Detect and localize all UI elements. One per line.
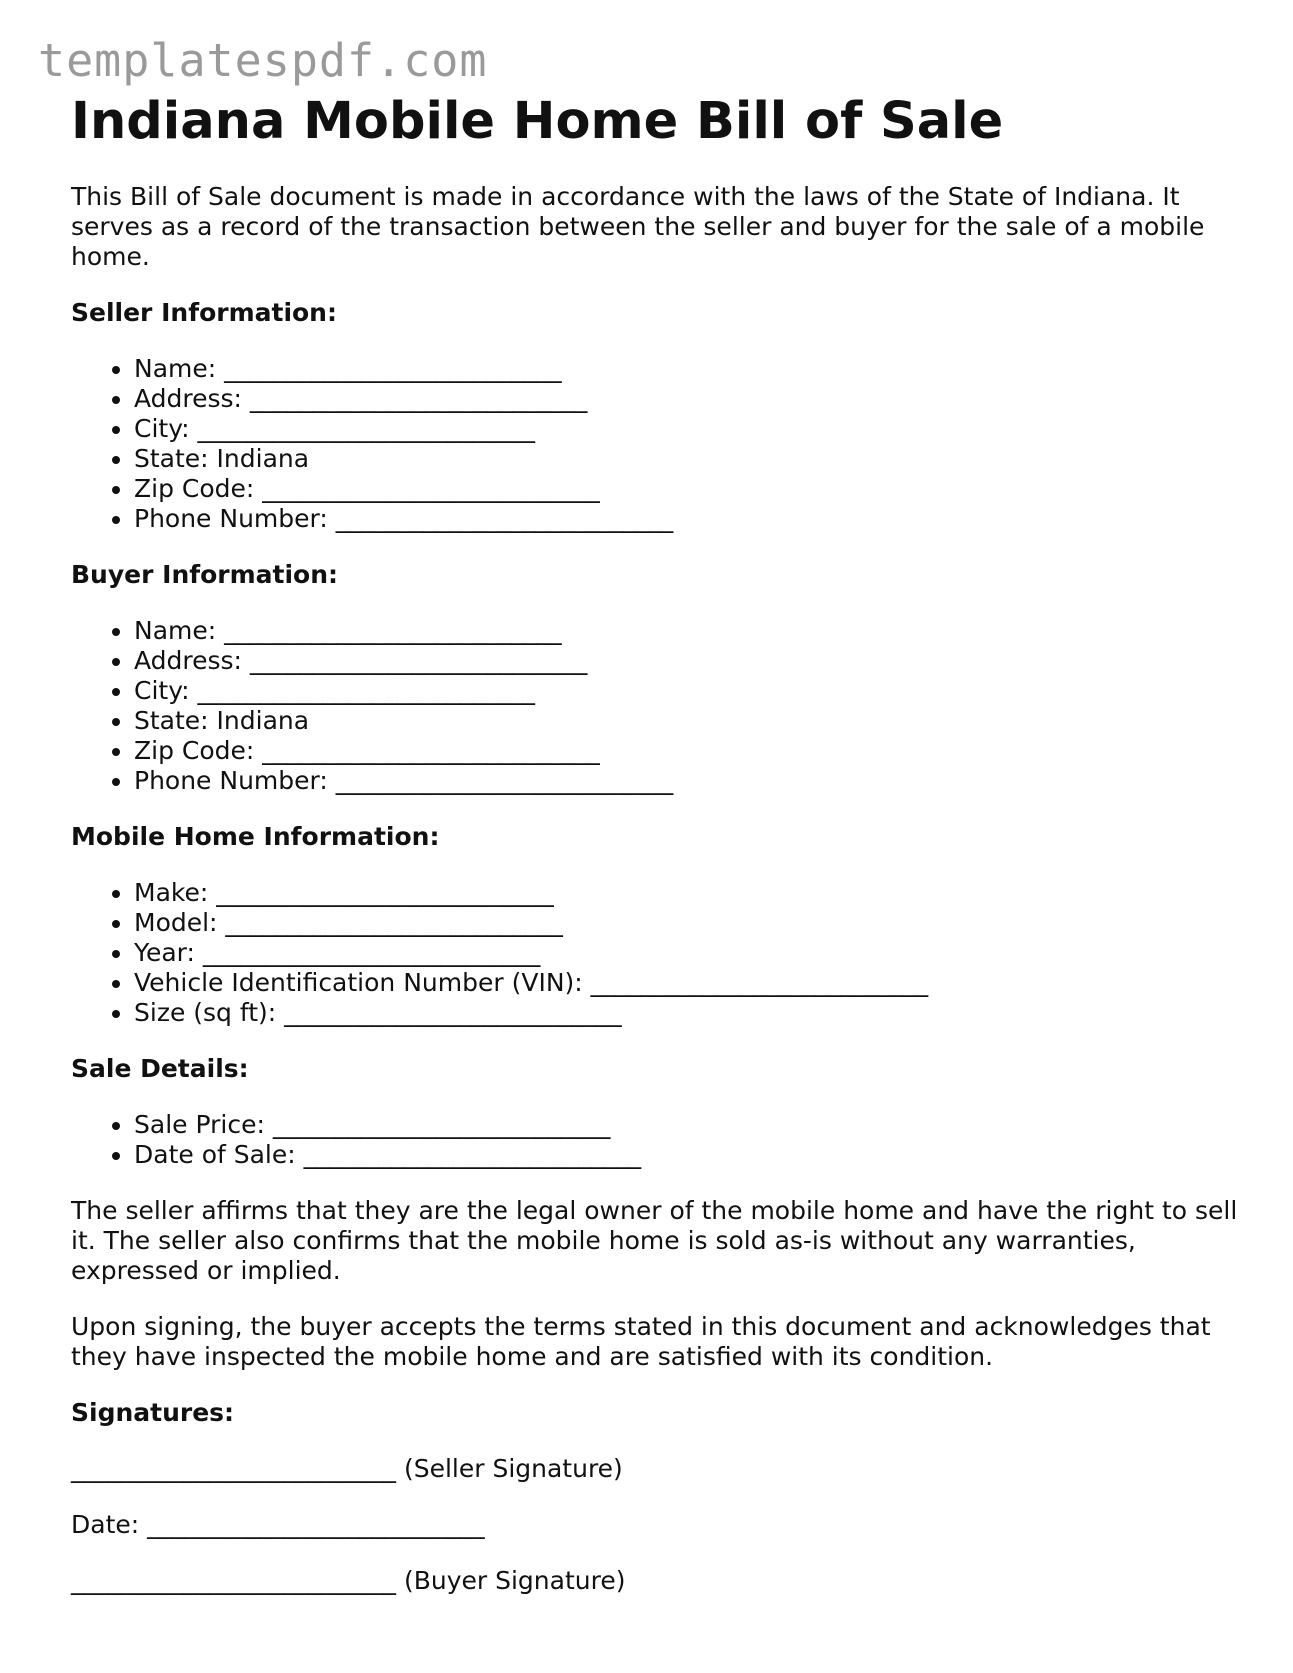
buyer-city-field: • City: ___________________________ — [134, 676, 1241, 706]
home-info-list — [71, 878, 1241, 1028]
seller-city-field: • City: ___________________________ — [134, 414, 1241, 444]
signature-date-line: Date: ___________________________ — [71, 1510, 485, 1539]
buyer-acceptance-paragraph: Upon signing, the buyer accepts the terms stated in this document and acknowledges that they have inspected the mobile home and are satisfied with its condition. — [71, 1312, 1211, 1371]
seller-zip-field: • Zip Code: ___________________________ — [134, 474, 1241, 504]
home-year-field: • Year: ___________________________ — [134, 938, 1241, 968]
sale-date-field: • Date of Sale: ___________________________ — [134, 1140, 1241, 1170]
buyer-name-field: • Name: ___________________________ — [134, 616, 1241, 646]
buyer-zip-field: • Zip Code: ___________________________ — [134, 736, 1241, 766]
signatures-heading: Signatures: — [71, 1398, 235, 1427]
seller-phone-field: • Phone Number: ___________________________ — [134, 504, 1241, 534]
seller-info-list — [71, 354, 1241, 534]
sale-section-heading: Sale Details: — [71, 1054, 249, 1083]
seller-address-field: • Address: ___________________________ — [134, 384, 1241, 414]
seller-signature-line: __________________________ (Seller Signature) — [71, 1454, 623, 1483]
seller-state-field: • State: Indiana — [134, 444, 1241, 474]
sale-price-field: • Sale Price: ___________________________ — [134, 1110, 1241, 1140]
document — [71, 88, 1241, 1596]
buyer-info-list — [71, 616, 1241, 796]
document-title: Indiana Mobile Home Bill of Sale — [71, 92, 1004, 151]
watermark: templatespdf.com — [38, 34, 488, 87]
buyer-address-field: • Address: ___________________________ — [134, 646, 1241, 676]
home-section-heading: Mobile Home Information: — [71, 822, 440, 851]
buyer-phone-field: • Phone Number: ___________________________ — [134, 766, 1241, 796]
home-vin-field: • Vehicle Identification Number (VIN): ___________________________ — [134, 968, 1241, 998]
sale-details-list — [71, 1110, 1241, 1170]
buyer-state-field: • State: Indiana — [134, 706, 1241, 736]
seller-section-heading: Seller Information: — [71, 298, 337, 327]
home-model-field: • Model: ___________________________ — [134, 908, 1241, 938]
buyer-signature-line: __________________________ (Buyer Signature) — [71, 1566, 626, 1595]
seller-name-field: • Name: ___________________________ — [134, 354, 1241, 384]
home-make-field: • Make: ___________________________ — [134, 878, 1241, 908]
seller-affirmation-paragraph: The seller affirms that they are the legal owner of the mobile home and have the right to sell it. The seller also confirms that the mobile home is sold as-is without any warranties, expressed or implied. — [71, 1196, 1238, 1285]
buyer-section-heading: Buyer Information: — [71, 560, 339, 589]
intro-paragraph: This Bill of Sale document is made in accordance with the laws of the State of Indiana. It serves as a record of the transaction between the seller and buyer for the sale of a mobile home. — [71, 182, 1205, 271]
home-size-field: • Size (sq ft): ___________________________ — [134, 998, 1241, 1028]
